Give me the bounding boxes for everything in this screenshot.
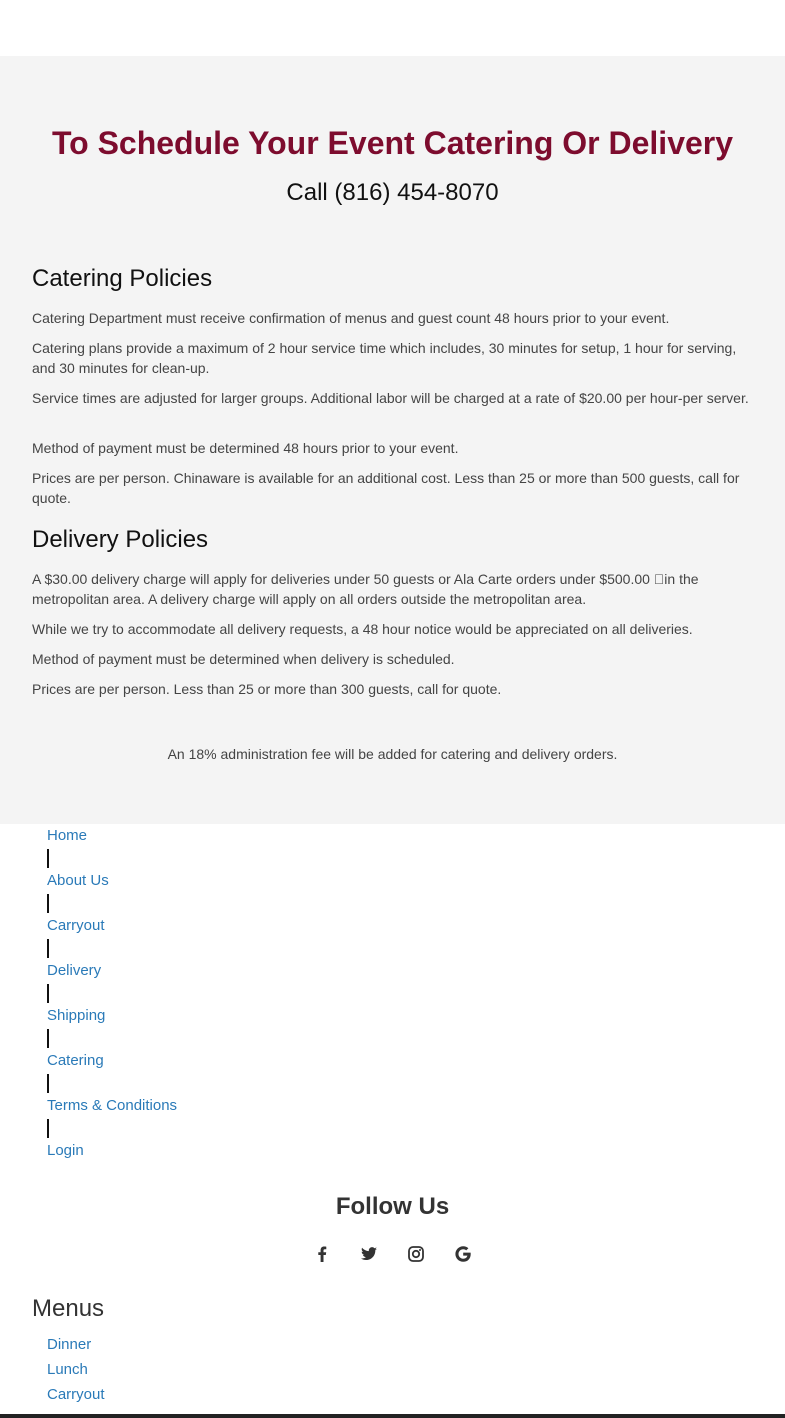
footer-link-home[interactable]: Home <box>47 827 88 844</box>
menu-link-lunch[interactable]: Lunch <box>47 1361 88 1378</box>
footer-link-terms[interactable]: Terms & Conditions <box>47 1097 178 1114</box>
footer-link-about-us[interactable]: About Us <box>47 872 109 889</box>
nav-separator <box>47 984 49 1003</box>
instagram-icon[interactable] <box>404 1242 428 1266</box>
delivery-policy-paragraph: Prices are per person. Less than 25 or more than 300 guests, call for quote. <box>32 681 502 697</box>
follow-us-title: Follow Us <box>335 1193 450 1220</box>
top-strip <box>0 0 785 56</box>
menu-link-dinner[interactable]: Dinner <box>47 1336 92 1353</box>
catering-policy-paragraph: Prices are per person. Chinaware is available for an additional cost. Less than 25 or more than 500 guests, call for quote. <box>32 470 740 506</box>
footer-link-login[interactable]: Login <box>47 1142 84 1159</box>
schedule-title: To Schedule Your Event Catering Or Delivery <box>51 125 734 161</box>
footer-link-shipping[interactable]: Shipping <box>47 1007 106 1024</box>
nav-separator <box>47 849 49 868</box>
nav-separator <box>47 1119 49 1138</box>
catering-policy-paragraph: Catering plans provide a maximum of 2 hour service time which includes, 30 minutes for setup, 1 hour for serving, and 30 minutes for clean-up. <box>32 340 737 376</box>
footer-link-carryout[interactable]: Carryout <box>47 917 105 934</box>
delivery-policies-heading: Delivery Policies <box>32 526 209 553</box>
schedule-phone: Call (816) 454-8070 <box>286 179 499 206</box>
nav-separator <box>47 1029 49 1048</box>
facebook-icon[interactable] <box>310 1242 334 1266</box>
catering-policies-heading: Catering Policies <box>32 265 213 292</box>
catering-policy-paragraph: Catering Department must receive confirmation of menus and guest count 48 hours prior to your event. <box>32 310 670 326</box>
delivery-policy-paragraph: While we try to accommodate all delivery requests, a 48 hour notice would be appreciated on all deliveries. <box>32 621 693 637</box>
google-icon[interactable] <box>451 1242 475 1266</box>
menu-link-carryout[interactable]: Carryout <box>47 1386 105 1403</box>
menus-title: Menus <box>32 1295 105 1322</box>
delivery-policy-paragraph: A $30.00 delivery charge will apply for deliveries under 50 guests or Ala Carte orders under $500.00  in the metropolitan area. A delivery charge will apply on all orders outside the metropolitan area. <box>32 571 699 607</box>
catering-policy-paragraph: Service times are adjusted for larger groups. Additional labor will be charged at a rate of $20.00 per hour-per server. <box>32 390 749 406</box>
nav-separator <box>47 894 49 913</box>
nav-separator <box>47 1074 49 1093</box>
twitter-icon[interactable] <box>357 1242 381 1266</box>
catering-policy-paragraph: Method of payment must be determined 48 hours prior to your event. <box>32 440 459 456</box>
nav-separator <box>47 939 49 958</box>
footer-link-delivery[interactable]: Delivery <box>47 962 102 979</box>
bottom-divider <box>0 1414 785 1418</box>
footer-link-catering[interactable]: Catering <box>47 1052 104 1069</box>
delivery-policy-paragraph: Method of payment must be determined when delivery is scheduled. <box>32 651 455 667</box>
admin-fee-notice: An 18% administration fee will be added for catering and delivery orders. <box>167 746 618 762</box>
